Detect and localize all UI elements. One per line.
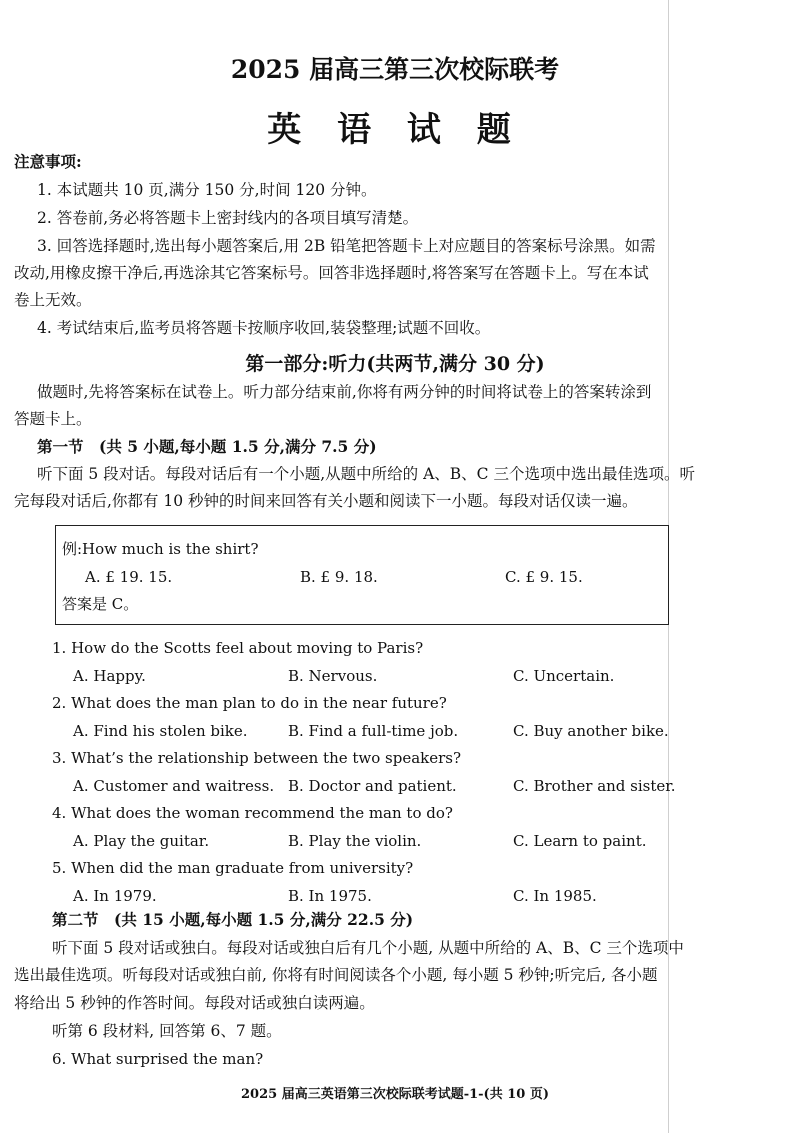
section2-instructions-line-3: 将给出 5 秒钟的作答时间。每段对话或独白读两遍。 [14,994,375,1012]
question-6: 6. What surprised the man? [52,1050,264,1068]
question-2-option-c: C. Buy another bike. [513,722,669,740]
section1-instructions-line-1: 听下面 5 段对话。每段对话后有一个小题,从题中所给的 A、B、C 三个选项中选出最佳选项。听 [37,465,695,483]
question-1-option-a: A. Happy. [73,667,146,685]
question-5: 5. When did the man graduate from university? [52,859,414,877]
question-5-option-b: B. In 1975. [288,887,372,905]
example-option-c: C. £ 9. 15. [505,568,583,586]
question-5-option-a: A. In 1979. [73,887,157,905]
section1-heading: 第一节 (共 5 小题,每小题 1.5 分,满分 7.5 分) [37,437,377,456]
notice-item-3-line-2: 改动,用橡皮擦干净后,再选涂其它答案标号。回答非选择题时,将答案写在答题卡上。写在本试 [14,264,649,282]
notice-heading: 注意事项: [14,152,82,171]
example-answer: 答案是 C。 [62,595,139,613]
section1-instructions-line-2: 完每段对话后,你都有 10 秒钟的时间来回答有关小题和阅读下一小题。每段对话仅读一遍。 [14,492,638,510]
question-3-option-a: A. Customer and waitress. [73,777,275,795]
section2-instructions-line-1: 听下面 5 段对话或独白。每段对话或独白后有几个小题, 从题中所给的 A、B、C 三个选项中 [52,939,684,957]
question-4-option-b: B. Play the violin. [288,832,422,850]
notice-item-1: 1. 本试题共 10 页,满分 150 分,时间 120 分钟。 [37,181,377,199]
example-option-b: B. £ 9. 18. [300,568,378,586]
section2-heading: 第二节 (共 15 小题,每小题 1.5 分,满分 22.5 分) [52,910,414,929]
question-3-option-c: C. Brother and sister. [513,777,676,795]
page-footer: 2025 届高三英语第三次校际联考试题-1-(共 10 页) [241,1087,549,1102]
example-option-a: A. £ 19. 15. [85,568,173,586]
part1-intro-line-2: 答题卡上。 [14,410,92,428]
question-4-option-c: C. Learn to paint. [513,832,647,850]
notice-item-4: 4. 考试结束后,监考员将答题卡按顺序收回,装袋整理;试题不回收。 [37,319,491,337]
question-4-option-a: A. Play the guitar. [73,832,210,850]
question-1: 1. How do the Scotts feel about moving to Paris? [52,639,424,657]
question-3: 3. What’s the relationship between the two speakers? [52,749,462,767]
question-1-option-b: B. Nervous. [288,667,378,685]
material-6-instruction: 听第 6 段材料, 回答第 6、7 题。 [52,1022,282,1040]
notice-item-2: 2. 答卷前,务必将答题卡上密封线内的各项目填写清楚。 [37,209,419,227]
part1-title: 第一部分:听力(共两节,满分 30 分) [245,353,545,375]
part1-intro-line-1: 做题时,先将答案标在试卷上。听力部分结束前,你将有两分钟的时间将试卷上的答案转涂到 [37,383,652,401]
question-5-option-c: C. In 1985. [513,887,597,905]
question-2-option-a: A. Find his stolen bike. [73,722,248,740]
question-2: 2. What does the man plan to do in the near future? [52,694,447,712]
question-1-option-c: C. Uncertain. [513,667,615,685]
section2-instructions-line-2: 选出最佳选项。听每段对话或独白前, 你将有时间阅读各个小题, 每小题 5 秒钟;听完后, 各小题 [14,966,658,984]
exam-title: 2025 届高三第三次校际联考 [230,55,560,84]
subject-title: 英 语 试 题 [267,110,523,150]
question-3-option-b: B. Doctor and patient. [288,777,457,795]
question-4: 4. What does the woman recommend the man to do? [52,804,453,822]
notice-item-3-line-3: 卷上无效。 [14,291,92,309]
example-question: 例:How much is the shirt? [62,540,259,558]
notice-item-3-line-1: 3. 回答选择题时,选出每小题答案后,用 2B 铅笔把答题卡上对应题目的答案标号涂黑。如需 [37,237,656,255]
question-2-option-b: B. Find a full-time job. [288,722,459,740]
